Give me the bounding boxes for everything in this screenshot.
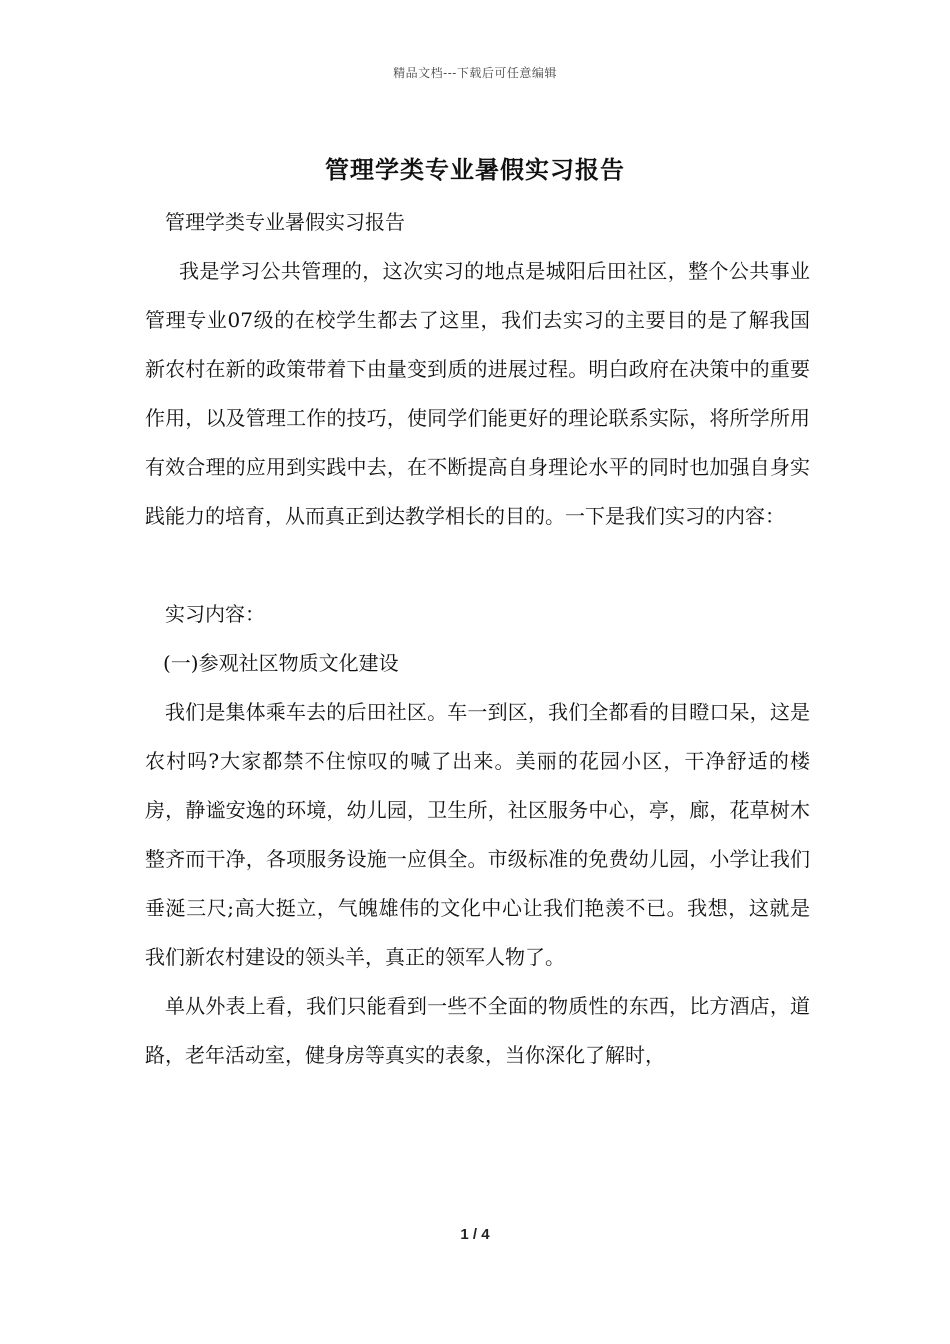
subsection-heading: (一)参观社区物质文化建设 [163, 651, 399, 675]
document-title: 管理学类专业暑假实习报告 [325, 155, 625, 184]
page-header: 精品文档---下载后可任意编辑 [393, 66, 557, 80]
paragraph-intro: 我是学习公共管理的，这次实习的地点是城阳后田社区，整个公共事业管理专业07级的在校学生都去了这里，我们去实习的主要目的是了解我国新农村在新的政策带着下由量变到质的进展过程。明白政府在决策中的重要作用，以及管理工作的技巧，使同学们能更好的理论联系实际，将所学所用有效合理的应用到实践中去，在不断提高自身理论水平的同时也加强自身实践能力的培育，从而真正到达教学相长的目的。一下是我们实习的内容： [145, 259, 810, 528]
paragraph-surface: 单从外表上看，我们只能看到一些不全面的物质性的东西，比方酒店，道路，老年活动室，健身房等真实的表象，当你深化了解时， [145, 994, 810, 1067]
paragraph-visit: 我们是集体乘车去的后田社区。车一到区，我们全都看的目瞪口呆，这是农村吗?大家都禁不住惊叹的喊了出来。美丽的花园小区，干净舒适的楼房，静谧安逸的环境，幼儿园，卫生所，社区服务中心，亭，廊，花草树木整齐而干净，各项服务设施一应俱全。市级标准的免费幼儿园，小学让我们垂涎三尺;高大挺立，气魄雄伟的文化中心让我们艳羡不已。我想，这就是我们新农村建设的领头羊，真正的领军人物了。 [145, 700, 810, 969]
blank-line [145, 541, 810, 590]
document-body [145, 198, 810, 1080]
page-number: 1 / 4 [460, 1226, 490, 1243]
document-subtitle: 管理学类专业暑假实习报告 [165, 210, 405, 234]
section-heading: 实习内容： [165, 602, 265, 626]
